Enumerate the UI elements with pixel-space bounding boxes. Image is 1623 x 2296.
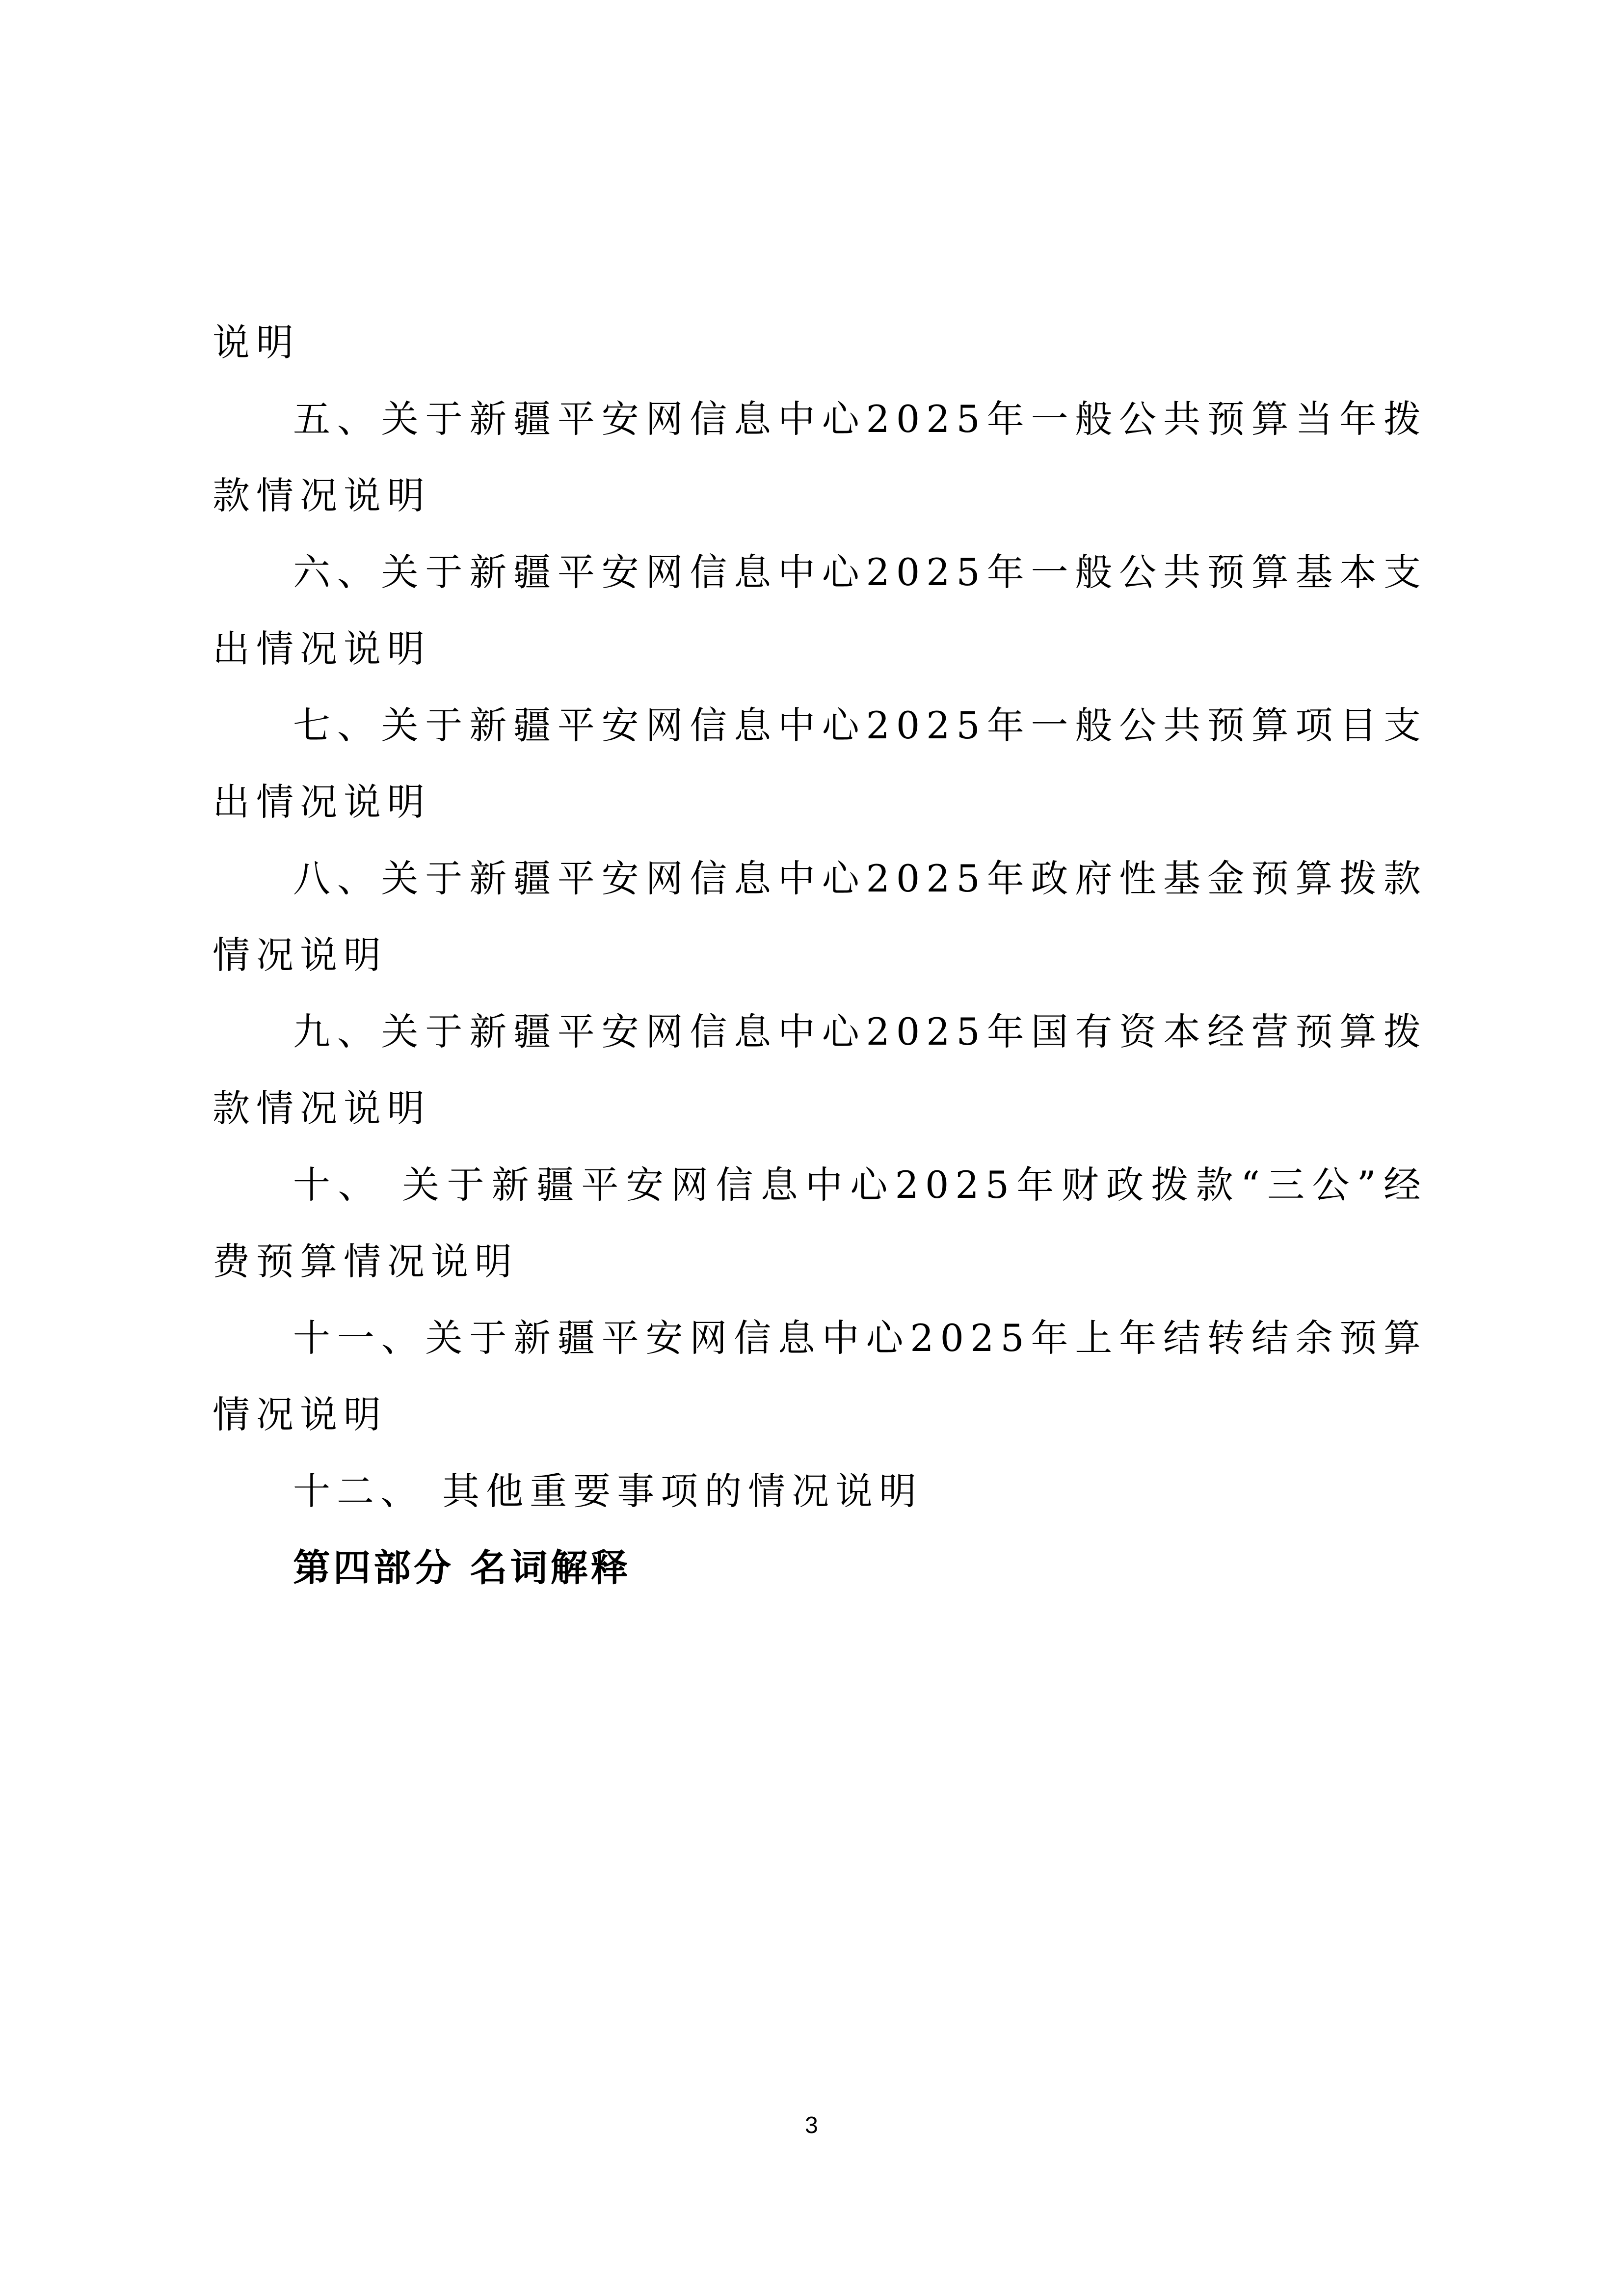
page-number: 3 — [805, 2112, 818, 2138]
toc-item-5: 五、关于新疆平安网信息中心2025年一般公共预算当年拨款情况说明 — [213, 397, 1427, 517]
section-heading-part-4: 第四部分 名词解释 — [293, 1546, 631, 1590]
toc-item-9: 九、关于新疆平安网信息中心2025年国有资本经营预算拨款情况说明 — [213, 1010, 1427, 1130]
toc-item-8: 八、关于新疆平安网信息中心2025年政府性基金预算拨款情况说明 — [213, 857, 1427, 977]
document-body — [213, 304, 1427, 1606]
toc-item-12: 十二、 其他重要事项的情况说明 — [293, 1469, 923, 1513]
toc-item-6: 六、关于新疆平安网信息中心2025年一般公共预算基本支出情况说明 — [213, 550, 1427, 671]
toc-item-11: 十一、关于新疆平安网信息中心2025年上年结转结余预算情况说明 — [213, 1316, 1427, 1436]
paragraph-continuation: 说明 — [213, 321, 300, 364]
toc-item-10: 十、 关于新疆平安网信息中心2025年财政拨款“三公”经费预算情况说明 — [213, 1163, 1427, 1283]
toc-item-7: 七、关于新疆平安网信息中心2025年一般公共预算项目支出情况说明 — [213, 703, 1427, 824]
